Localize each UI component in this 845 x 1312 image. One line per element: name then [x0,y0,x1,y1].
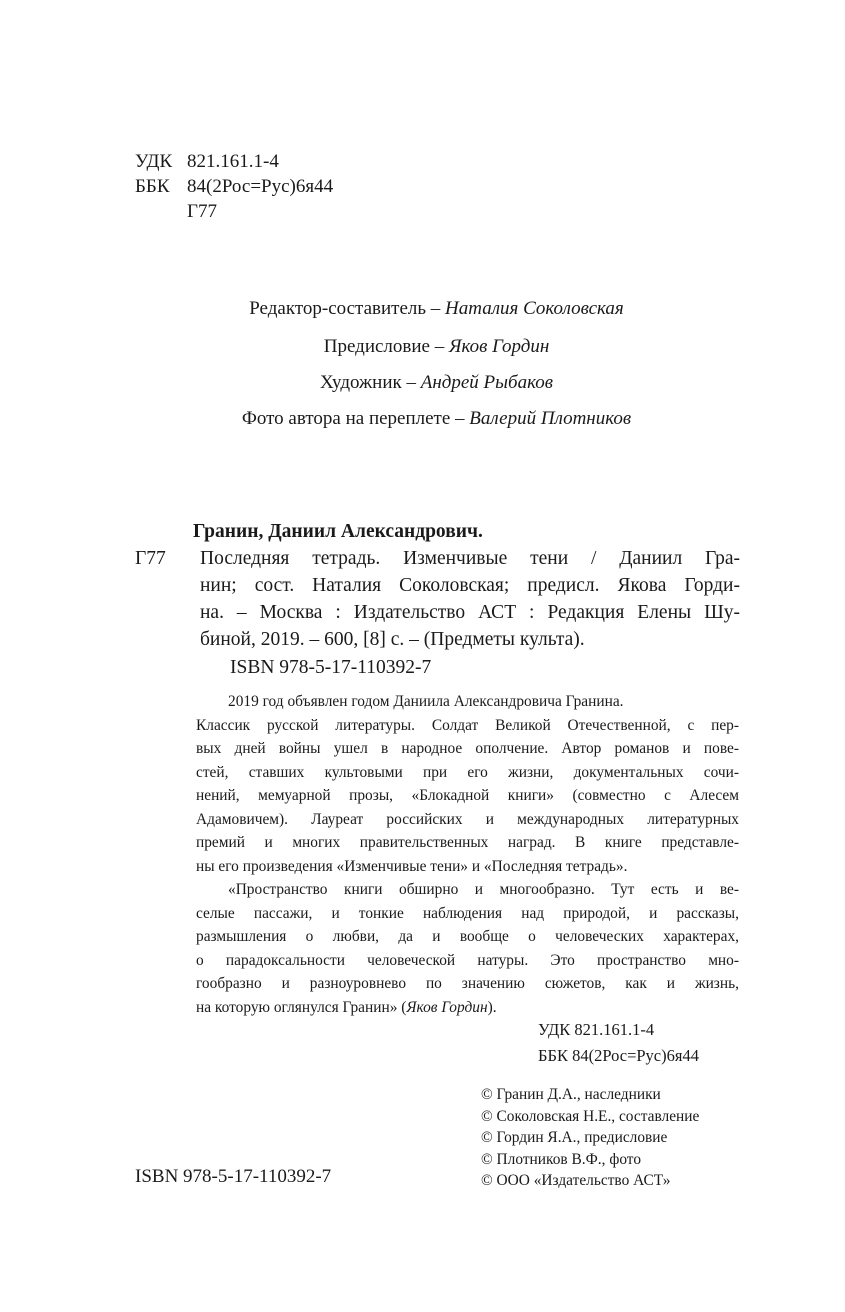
annotation [196,690,739,1019]
annotation-line: селые пассажи, и тонкие наблюдения над природой, и рассказы, [196,904,739,922]
udk-row [135,149,279,174]
annotation-line: ны его произведения «Изменчивые тени» и «Последняя тетрадь». [196,857,628,875]
copyright-line: © ООО «Издательство АСТ» [481,1172,671,1189]
bbk-value: 84(2Рос=Рус)6я44 [187,176,334,197]
credit-editor [0,298,845,320]
author-sign [187,199,217,224]
bib-isbn [230,654,431,681]
annotation-line: гообразно и разноуровнево по значению сюжетов, как и жизнь, [196,975,739,992]
annotation-final-prefix: на которую оглянулся Гранин» ( [196,998,407,1016]
annotation-line: стей, ставших культовыми при его жизни, документальных сочи- [196,763,739,781]
credit-name: Андрей Рыбаков [420,372,554,393]
author-heading-text: Гранин, Даниил Александрович. [193,521,483,542]
bib-line: биной, 2019. – 600, [8] с. – (Предметы культа). [200,629,585,650]
author-heading [193,518,483,545]
credit-name: Яков Гордин [448,336,550,357]
credits-block [0,298,845,438]
annotation-final-suffix: ). [487,998,497,1016]
footer-bbk-text: ББК 84(2Рос=Рус)6я44 [538,1046,699,1065]
author-sign-text: Г77 [187,201,217,222]
annotation-final-italic: Яков Гордин [406,998,488,1016]
annotation-line: Адамовичем). Лауреат российских и международных литературных [196,810,739,828]
bib-isbn-text: ISBN 978-5-17-110392-7 [230,657,432,678]
bbk-row [135,174,333,199]
bib-sign-text: Г77 [135,548,166,569]
credit-role: Предисловие – [323,336,449,357]
credit-artist [0,372,845,394]
bib-line: нин; сост. Наталия Соколовская; предисл. Якова Горди- [200,575,740,596]
credit-preface [0,336,845,358]
annotation-line: 2019 год объявлен годом Даниила Александровича Гранина. [228,693,624,710]
bib-line: Последняя тетрадь. Изменчивые тени / Даниил Гра- [200,548,740,569]
footer-isbn [135,1166,331,1188]
annotation-line: премий и многих правительственных наград. В книге представле- [196,834,739,851]
copyright-line: © Плотников В.Ф., фото [481,1150,642,1168]
bbk-label: ББК [135,176,170,197]
annotation-line: вых дней войны ушел в народное ополчение. Автор романов и пове- [196,740,739,757]
annotation-line: Классик русской литературы. Солдат Великой Отечественной, с пер- [196,716,739,734]
credit-photo [0,408,845,430]
credit-role: Художник – [319,372,421,393]
bib-sign [135,545,166,572]
credit-role: Редактор-составитель – [249,298,446,319]
credit-name: Наталия Соколовская [445,298,624,319]
copyright-line: © Соколовская Н.Е., составление [481,1107,700,1125]
bib-description [200,545,740,653]
udk-value: 821.161.1-4 [187,151,279,172]
annotation-line: размышления о любви, да и вообще о человеческих характерах, [196,928,739,945]
footer-bbk [538,1046,699,1066]
annotation-line: о парадоксальности человеческой натуры. Это пространство мно- [196,951,739,969]
footer-isbn-text: ISBN 978-5-17-110392-7 [135,1166,332,1187]
footer-udk-text: УДК 821.161.1-4 [538,1020,655,1039]
copyright-line: © Гранин Д.А., наследники [481,1086,661,1103]
annotation-line-final [196,996,739,1020]
annotation-line: «Пространство книги обширно и многообразно. Тут есть и ве- [228,881,739,898]
copyright-line: © Гордин Я.А., предисловие [481,1129,668,1146]
footer-udk [538,1020,654,1040]
credit-role: Фото автора на переплете – [241,408,470,429]
bib-line: на. – Москва : Издательство АСТ : Редакция Елены Шу- [200,602,740,623]
copyright-block [481,1084,699,1192]
credit-name: Валерий Плотников [469,408,632,429]
annotation-line: нений, мемуарной прозы, «Блокадной книги» (совместно с Алесем [196,787,739,804]
udk-label: УДК [135,151,173,172]
